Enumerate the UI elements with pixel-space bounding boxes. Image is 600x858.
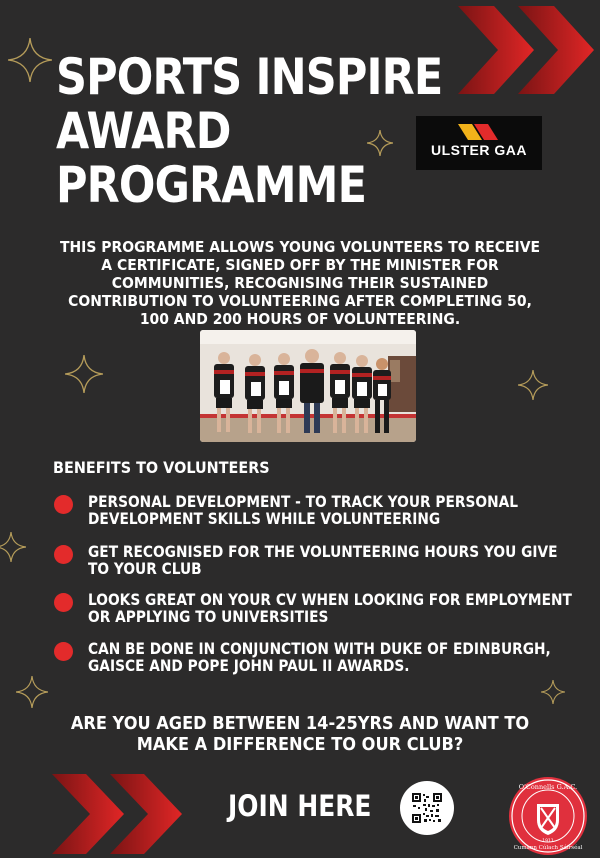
club-crest-logo [508, 776, 588, 856]
qr-code[interactable] [400, 781, 454, 835]
bullet-icon [54, 642, 73, 661]
sparkle-icon [541, 680, 565, 704]
sparkle-icon [518, 370, 548, 400]
call-to-action-question: ARE YOU AGED BETWEEN 14-25YRS AND WANT TO MAKE A DIFFERENCE TO OUR CLUB? [70, 713, 530, 755]
bullet-icon [54, 545, 73, 564]
benefit-text: LOOKS GREAT ON YOUR CV WHEN LOOKING FOR EMPLOYMENT OR APPLYING TO UNIVERSITIES [88, 590, 572, 626]
logo-text: ULSTER GAA [431, 142, 527, 158]
benefit-text: PERSONAL DEVELOPMENT - TO TRACK YOUR PERSONAL DEVELOPMENT SKILLS WHILE VOLUNTEERING [88, 492, 519, 528]
chevron-decoration-bottom-left [44, 770, 194, 858]
ulster-gaa-logo [416, 116, 542, 170]
sparkle-icon [0, 532, 26, 562]
sparkle-icon [16, 676, 48, 708]
crest-text-bottom: Cumann Cúlach Sáirséal [513, 845, 583, 851]
sparkle-icon [8, 38, 52, 82]
benefit-text: CAN BE DONE IN CONJUNCTION WITH DUKE OF EDINBURGH, GAISCE AND POPE JOHN PAUL II AWARDS. [88, 639, 551, 675]
benefit-text: GET RECOGNISED FOR THE VOLUNTEERING HOURS YOU GIVE TO YOUR CLUB [88, 542, 558, 578]
qr-code-icon [400, 781, 454, 835]
title-line: AWARD [56, 102, 231, 160]
sparkle-icon [65, 355, 103, 393]
chevron-decoration-top-right [448, 0, 600, 100]
intro-text: THIS PROGRAMME ALLOWS YOUNG VOLUNTEERS TO RECEIVE A CERTIFICATE, SIGNED OFF BY THE MINISTER FOR COMMUNITIES, RECOGNISING THEIR SUSTAINED CONTRIBUTION TO VOLUNTEERING AFTER COMPLETING 50, 100 AND 200 HOURS OF VOLUNTEERING. [59, 238, 541, 328]
volunteers-photo [200, 330, 416, 442]
join-here-label: JOIN HERE [228, 789, 372, 823]
crest-text-top: O'Connells G.A.C. [518, 783, 578, 791]
crest-year: 1911 [542, 839, 554, 844]
ulster-gaa-logo-mark-icon [458, 124, 502, 140]
title-line: PROGRAMME [56, 156, 367, 214]
benefits-heading: BENEFITS TO VOLUNTEERS [53, 458, 270, 477]
page-title [56, 50, 442, 212]
bullet-icon [54, 593, 73, 612]
title-line: SPORTS INSPIRE [56, 48, 443, 106]
bullet-icon [54, 495, 73, 514]
